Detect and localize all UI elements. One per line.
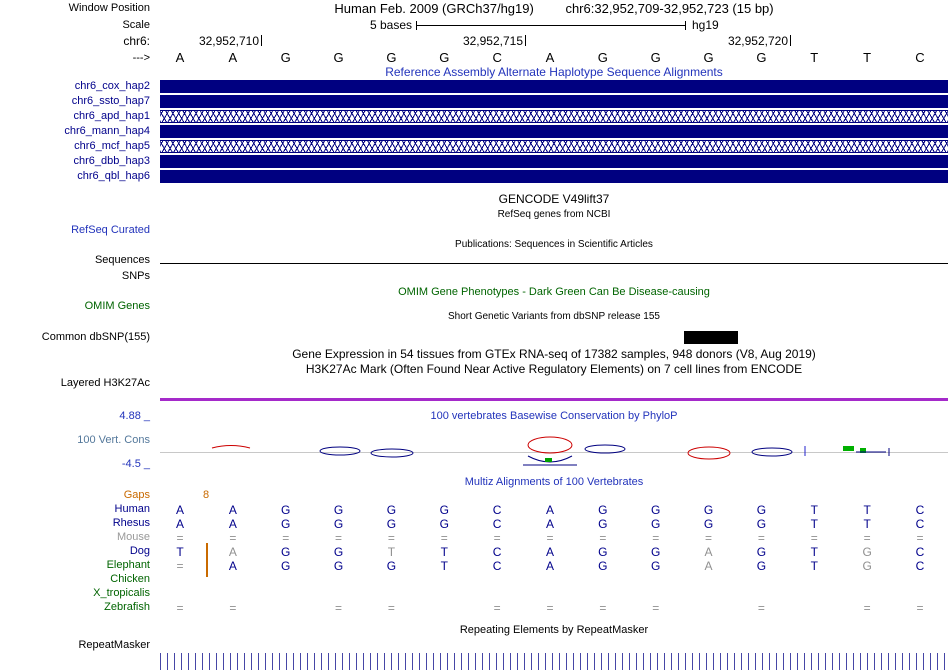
align-base: G <box>333 559 344 573</box>
align-base: A <box>545 503 555 517</box>
gtex-title: Gene Expression in 54 tissues from GTEx RNA-seq of 17382 samples, 948 donors (V8, Aug 2019) <box>292 347 816 361</box>
align-base: G <box>756 517 767 531</box>
coordinate-label: 32,952,710 <box>198 34 259 48</box>
align-base: T <box>176 545 184 559</box>
sequence-base: A <box>175 50 185 65</box>
refseq-subtitle: RefSeq genes from NCBI <box>497 209 611 220</box>
align-base: = <box>176 601 184 615</box>
coordinate-tick <box>525 35 526 46</box>
align-base: = <box>335 601 343 615</box>
align-base: C <box>915 503 925 517</box>
scale-bases-text: 5 bases <box>369 18 412 32</box>
gap-count: 8 <box>202 489 210 501</box>
track-bar-chr6_apd_hap1[interactable] <box>160 110 948 123</box>
align-base: = <box>546 531 554 545</box>
align-base: = <box>335 531 343 545</box>
align-base: G <box>756 545 767 559</box>
align-base: G <box>756 559 767 573</box>
align-base: = <box>652 531 660 545</box>
align-base: A <box>175 503 185 517</box>
align-base: G <box>598 517 608 531</box>
align-base: G <box>598 559 608 573</box>
align-base: G <box>386 559 397 573</box>
align-base: = <box>757 531 765 545</box>
coordinate-label: 32,952,720 <box>727 34 788 48</box>
conservation-max-value: 4.88 _ <box>119 410 150 422</box>
align-base: G <box>756 503 767 517</box>
coordinate-tick <box>790 35 791 46</box>
omim-title: OMIM Gene Phenotypes - Dark Green Can Be Disease-causing <box>398 286 710 298</box>
refseq-curated-label[interactable]: RefSeq Curated <box>71 224 150 236</box>
align-base: = <box>810 531 818 545</box>
align-base: A <box>704 559 713 573</box>
align-base: A <box>175 517 185 531</box>
scale-bar <box>416 21 686 30</box>
align-base: = <box>757 601 765 615</box>
align-base: = <box>916 601 924 615</box>
snps-label[interactable]: SNPs <box>121 270 150 282</box>
align-base: = <box>229 531 237 545</box>
align-base: = <box>493 531 501 545</box>
chrom-label: chr6: <box>123 34 150 48</box>
align-base: = <box>493 601 501 615</box>
repeatmasker-label[interactable]: RepeatMasker <box>78 639 150 651</box>
sequence-base: A <box>228 50 238 65</box>
align-base: = <box>440 531 448 545</box>
align-base: T <box>810 517 818 531</box>
strand-label: ---> <box>132 52 150 64</box>
sequences-track-line <box>160 263 948 264</box>
align-base: C <box>492 545 502 559</box>
position-title: chr6:32,952,709-32,952,723 (15 bp) <box>565 1 774 16</box>
align-base: = <box>176 531 184 545</box>
conservation-label[interactable]: 100 Vert. Cons <box>77 434 150 446</box>
align-base: = <box>652 601 660 615</box>
align-base: = <box>282 531 290 545</box>
align-base: G <box>651 517 661 531</box>
align-base: G <box>386 517 397 531</box>
align-base: G <box>281 545 291 559</box>
align-base: G <box>862 545 872 559</box>
align-base: A <box>545 517 555 531</box>
sequence-base: T <box>863 50 872 65</box>
track-label-chr6_cox_hap2[interactable]: chr6_cox_hap2 <box>74 80 150 92</box>
track-label-chr6_apd_hap1[interactable]: chr6_apd_hap1 <box>73 110 150 122</box>
align-base: A <box>545 559 555 573</box>
h3k27ac-signal-line <box>160 398 948 401</box>
align-base: C <box>915 559 925 573</box>
track-label-chr6_dbb_hap3[interactable]: chr6_dbb_hap3 <box>73 155 150 167</box>
align-base: G <box>439 517 449 531</box>
align-base: = <box>599 531 607 545</box>
align-base: A <box>228 517 237 531</box>
coordinate-label: 32,952,715 <box>462 34 523 48</box>
species-label-rhesus[interactable]: Rhesus <box>112 517 150 529</box>
track-bar-chr6_mcf_hap5[interactable] <box>160 140 948 153</box>
omim-genes-label[interactable]: OMIM Genes <box>84 300 150 312</box>
align-base: G <box>333 503 344 517</box>
sequence-base: G <box>756 50 767 65</box>
align-base: T <box>440 559 448 573</box>
align-base: T <box>810 559 818 573</box>
h3k27ac-title: H3K27Ac Mark (Often Found Near Active Regulatory Elements) on 7 cell lines from ENCODE <box>305 362 803 376</box>
track-bar-chr6_cox_hap2[interactable] <box>160 80 948 93</box>
species-label-zebrafish[interactable]: Zebrafish <box>104 601 150 613</box>
gaps-label[interactable]: Gaps <box>123 489 150 501</box>
align-base: C <box>492 517 502 531</box>
window-position-label: Window Position <box>68 2 150 14</box>
sequence-base: G <box>650 50 661 65</box>
align-base: G <box>703 503 714 517</box>
align-base: A <box>228 503 237 517</box>
align-base: A <box>228 545 237 559</box>
species-label-mouse[interactable]: Mouse <box>116 531 150 543</box>
track-label-chr6_ssto_hap7[interactable]: chr6_ssto_hap7 <box>71 95 150 107</box>
align-base: G <box>439 503 449 517</box>
align-base: C <box>492 503 502 517</box>
species-label-dog[interactable]: Dog <box>129 545 150 557</box>
align-base: C <box>915 517 925 531</box>
align-base: T <box>863 517 871 531</box>
conservation-min-value: -4.5 _ <box>121 458 150 470</box>
align-base: G <box>651 545 661 559</box>
align-base: A <box>704 545 713 559</box>
sequence-base: T <box>810 50 819 65</box>
align-base: G <box>651 559 661 573</box>
align-base: = <box>705 531 713 545</box>
align-base: = <box>599 601 607 615</box>
align-base: T <box>863 503 871 517</box>
header-title <box>160 1 948 16</box>
align-base: = <box>387 531 395 545</box>
align-base: G <box>281 503 291 517</box>
sequence-base: G <box>597 50 608 65</box>
align-base: G <box>281 517 291 531</box>
sequence-base: G <box>386 50 397 65</box>
track-bar-chr6_qbl_hap6[interactable] <box>160 170 948 183</box>
dbsnp-variant[interactable] <box>684 331 738 344</box>
gencode-title: GENCODE V49lift37 <box>498 192 610 206</box>
track-label-chr6_mann_hap4[interactable]: chr6_mann_hap4 <box>64 125 150 137</box>
align-base: C <box>492 559 502 573</box>
align-base: G <box>386 503 397 517</box>
align-base: G <box>651 503 661 517</box>
haplotype-section-title: Reference Assembly Alternate Haplotype Sequence Alignments <box>385 65 723 79</box>
species-label-chicken[interactable]: Chicken <box>110 573 150 585</box>
sequences-label[interactable]: Sequences <box>94 254 150 266</box>
sequence-base: C <box>915 50 925 65</box>
align-base: T <box>810 503 818 517</box>
align-base: G <box>703 517 714 531</box>
dbsnp-subtitle: Short Genetic Variants from dbSNP release 155 <box>448 311 660 322</box>
coordinate-tick <box>261 35 262 46</box>
assembly-title: Human Feb. 2009 (GRCh37/hg19) <box>334 1 534 16</box>
track-bar-chr6_ssto_hap7[interactable] <box>160 95 948 108</box>
publications-subtitle: Publications: Sequences in Scientific Articles <box>455 239 653 250</box>
align-base: C <box>915 545 925 559</box>
align-base: G <box>598 503 608 517</box>
align-base: = <box>863 601 871 615</box>
species-label-elephant[interactable]: Elephant <box>106 559 150 571</box>
sequence-base: C <box>492 50 502 65</box>
track-label-chr6_mcf_hap5[interactable]: chr6_mcf_hap5 <box>74 140 150 152</box>
species-label-human[interactable]: Human <box>114 503 150 515</box>
multiz-title: Multiz Alignments of 100 Vertebrates <box>464 476 644 488</box>
scale-label: Scale <box>122 19 150 31</box>
align-base: G <box>862 559 872 573</box>
sequence-base: A <box>545 50 555 65</box>
align-base: = <box>863 531 871 545</box>
sequence-base: G <box>333 50 344 65</box>
phylop-signal-plot <box>160 428 948 476</box>
dbsnp-label[interactable]: Common dbSNP(155) <box>41 331 150 343</box>
track-bar-chr6_mann_hap4[interactable] <box>160 125 948 138</box>
conservation-title: 100 vertebrates Basewise Conservation by PhyloP <box>430 410 678 422</box>
h3k27ac-label[interactable]: Layered H3K27Ac <box>60 377 150 389</box>
species-label-x_tropicalis[interactable]: X_tropicalis <box>93 587 150 599</box>
align-base: = <box>546 601 554 615</box>
align-base: T <box>387 545 396 559</box>
align-base: = <box>916 531 924 545</box>
sequence-base: G <box>280 50 291 65</box>
align-base: T <box>810 545 818 559</box>
sequence-base: G <box>439 50 450 65</box>
track-label-chr6_qbl_hap6[interactable]: chr6_qbl_hap6 <box>77 170 150 182</box>
align-base: = <box>387 601 395 615</box>
track-bar-chr6_dbb_hap3[interactable] <box>160 155 948 168</box>
align-base: = <box>176 559 184 573</box>
base-position-ticks <box>160 653 948 670</box>
align-base: G <box>281 559 291 573</box>
align-base: G <box>598 545 608 559</box>
align-base: G <box>333 545 344 559</box>
align-base: A <box>228 559 237 573</box>
gap-marker-line <box>206 543 208 577</box>
sequence-base: G <box>703 50 714 65</box>
align-base: A <box>545 545 555 559</box>
align-base: G <box>333 517 344 531</box>
align-base: T <box>440 545 448 559</box>
repeats-title: Repeating Elements by RepeatMasker <box>459 624 649 636</box>
scale-assembly-text: hg19 <box>692 18 719 32</box>
align-base: = <box>229 601 237 615</box>
